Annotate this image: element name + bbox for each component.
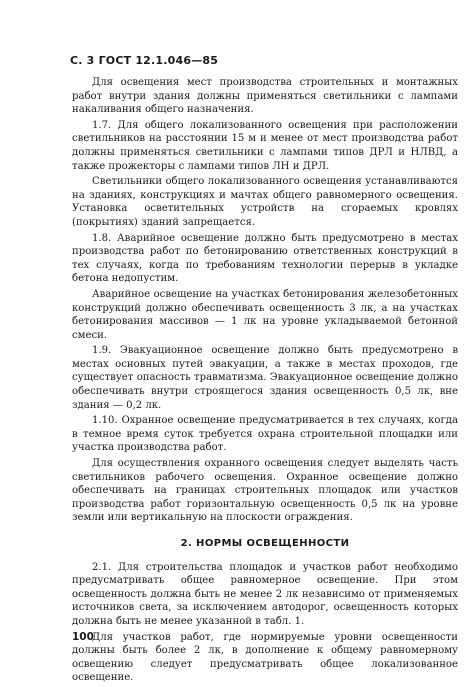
paragraph-1-10: 1.10. Охранное освещение предусматривается в тех случаях, когда в темное время суток требуется охрана строительной площадки или участка производства работ. bbox=[72, 415, 458, 454]
section-heading: 2. НОРМЫ ОСВЕЩЕННОСТИ bbox=[180, 538, 350, 549]
paragraph-localized-addition: Для участков работ, где нормируемые уровни освещенности должны быть более 2 лк, в дополнение к общему равномерному освещению следует предусматривать общее локализованное освещение. bbox=[72, 631, 458, 684]
paragraph-localized-lights: Светильники общего локализованного освещения устанавливаются на зданиях, конструкциях и мачтах общего равномерного освещения. Установка осветительных устройств на сгораемых кровлях (покрытиях) зданий запрещается. bbox=[72, 176, 458, 228]
paragraph-emergency-concreting: Аварийное освещение на участках бетонирования железобетонных конструкций должно обеспечивать освещенность 3 лк, а на участках бетонирования массивов — 1 лк на уровне укладываемой бетонной смеси. bbox=[72, 288, 458, 341]
paragraph-2-1: 2.1. Для строительства площадок и участков работ необходимо предусматривать общее равномерное освещение. При этом освещенность должна быть не менее 2 лк независимо от применяемых источников света, за исключением автодорог, освещенность которых должна быть не менее указанной в табл. 1. bbox=[72, 561, 458, 627]
body-text bbox=[72, 76, 458, 687]
paragraph-1-9: 1.9. Эвакуационное освещение должно быть предусмотрено в местах основных путей эвакуации, а также в местах проходов, где существует опасность травматизма. Эвакуационное освещение должно обеспечивать внутри строящегося здания освещенность 0,5 лк, вне здания — 0,2 лк. bbox=[72, 345, 458, 411]
paragraph-security-lighting: Для осуществления охранного освещения следует выделять часть светильников рабочего освещения. Охранное освещение должно обеспечивать на границах строительных площадок или участков производства работ горизонтальную освещенность 0,5 лк на уровне земли или вертикальную на плоскости ограждения. bbox=[72, 458, 458, 524]
page-number: 100 bbox=[72, 631, 94, 643]
paragraph-lighting-interior: Для освещения мест производства строительных и монтажных работ внутри здания должны применяться светильники с лампами накаливания общего назначения. bbox=[72, 77, 458, 116]
paragraph-1-8: 1.8. Аварийное освещение должно быть предусмотрено в местах производства работ по бетонированию ответственных конструкций в тех случаях, когда по требованиям технологии перерыв в укладке бетона недопустим. bbox=[72, 232, 458, 285]
running-header: С. 3 ГОСТ 12.1.046—85 bbox=[70, 54, 219, 67]
paragraph-1-7: 1.7. Для общего локализованного освещения при расположении светильников на расстоянии 15 м и менее от мест производства работ должны применяться светильники с лампами типов ДРЛ и НЛВД, а также прожекторы с лампами типов ЛН и ДРЛ. bbox=[72, 119, 458, 172]
